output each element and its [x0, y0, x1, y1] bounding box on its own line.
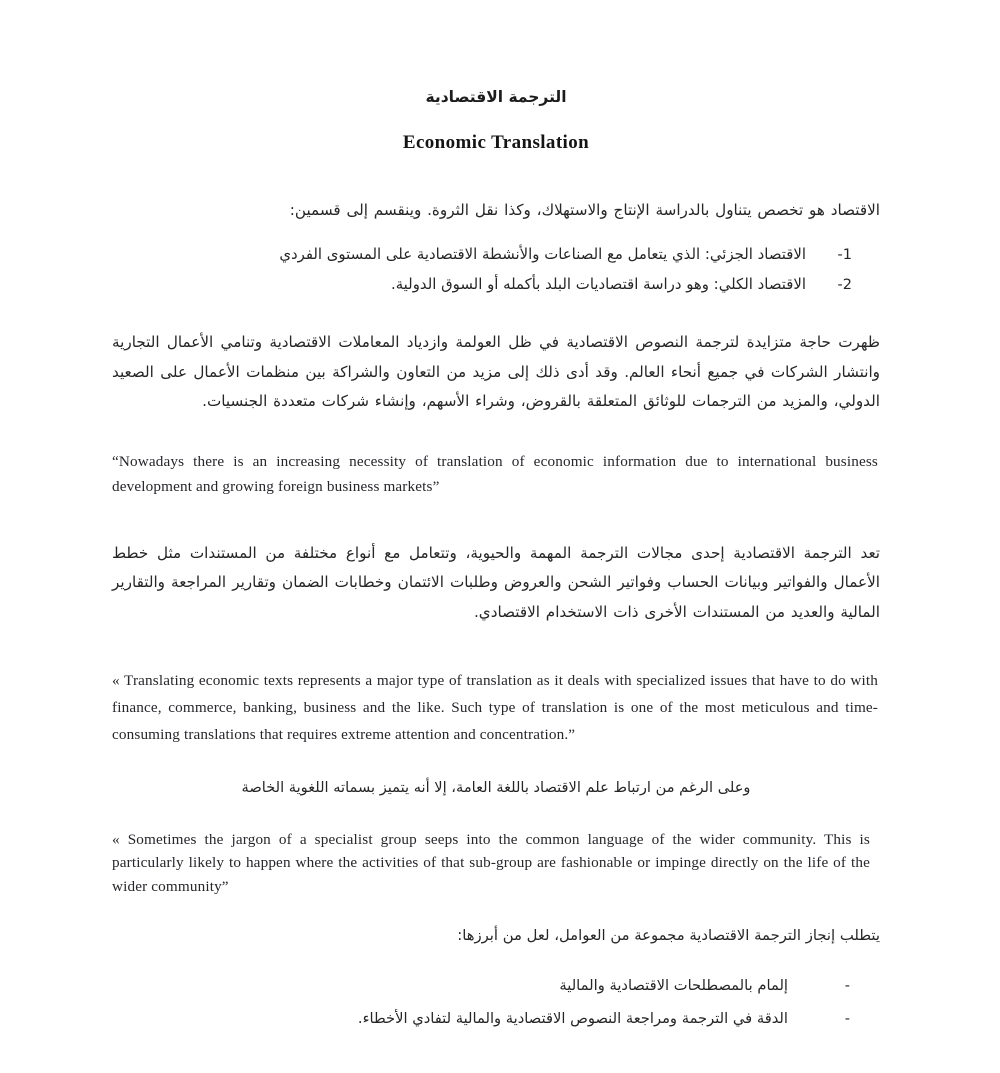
list-marker: 2-: [837, 277, 852, 294]
body-paragraph-arabic-1: ظهرت حاجة متزايدة لترجمة النصوص الاقتصادية في ظل العولمة وازدياد المعاملات الاقتصادية وتنامي الأعمال التجارية وانتشار الشركات في جميع أنحاء العالم. وقد أدى ذلك إلى مزيد من التعاون والشراكة بين منظمات الأعمال على الصعيد الدولي، والمزيد من الترجمات للوثائق المتعلقة بالقروض، وشراء الأسهم، وإنشاء شركات متعددة الجنسيات.: [112, 333, 880, 410]
body-sentence-arabic-2: يتطلب إنجاز الترجمة الاقتصادية مجموعة من العوامل، لعل من أبرزها:: [457, 927, 880, 945]
list-item-text: إلمام بالمصطلحات الاقتصادية والمالية: [559, 977, 788, 995]
list-item: [112, 270, 852, 300]
document-content: [112, 0, 880, 1035]
list-item-text: الدقة في الترجمة ومراجعة النصوص الاقتصادية والمالية لتفادي الأخطاء.: [357, 1009, 788, 1027]
list-item-text: الاقتصاد الجزئي: الذي يتعامل مع الصناعات والأنشطة الاقتصادية على المستوى الفردي: [279, 245, 806, 264]
list-marker: -: [844, 978, 850, 995]
document-title-arabic: الترجمة الاقتصادية: [425, 88, 567, 106]
body-paragraph-arabic-2: تعد الترجمة الاقتصادية إحدى مجالات الترجمة المهمة والحيوية، وتتعامل مع أنواع مختلفة من المستندات مثل خطط الأعمال والفواتير وبيانات الحساب وفواتير الشحن والعروض وطلبات الائتمان وخطابات الضمان وتقارير المراجعة والتقارير المالية والعديد من المستندات الأخرى ذات الاستخدام الاقتصادي.: [112, 544, 880, 621]
numbered-list-arabic: [112, 240, 880, 300]
intro-paragraph-arabic: الاقتصاد هو تخصص يتناول بالدراسة الإنتاج والاستهلاك، وكذا نقل الثروة. وينقسم إلى قسمين:: [289, 201, 880, 219]
list-marker: 1-: [837, 247, 852, 264]
list-item: [112, 240, 852, 270]
body-sentence-arabic-1: وعلى الرغم من ارتباط علم الاقتصاد باللغة العامة، إلا أنه يتميز بسماته اللغوية الخاصة: [241, 778, 751, 796]
list-item: [112, 970, 850, 1002]
list-item-text: الاقتصاد الكلي: وهو دراسة اقتصاديات البلد بأكمله أو السوق الدولية.: [390, 275, 806, 294]
document-title-english: Economic Translation: [402, 132, 590, 153]
list-marker: -: [844, 1010, 850, 1027]
quotation-english-1: “Nowadays there is an increasing necessity of translation of economic information due to international business development and growing foreign business markets”: [112, 452, 878, 495]
list-item: [112, 1003, 850, 1035]
dash-list-arabic: [112, 970, 880, 1034]
quotation-english-3: « Sometimes the jargon of a specialist group seeps into the common language of the wider community. This is particularly likely to happen where the activities of that sub-group are fashionable or impinge directly on the life of the wider community”: [112, 830, 870, 895]
quotation-english-2: « Translating economic texts represents a major type of translation as it deals with specialized issues that have to do with finance, commerce, banking, business and the like. Such type of translation is one of the most meticulous and time-consuming translations that requires extreme attention and concentration.”: [112, 671, 878, 743]
